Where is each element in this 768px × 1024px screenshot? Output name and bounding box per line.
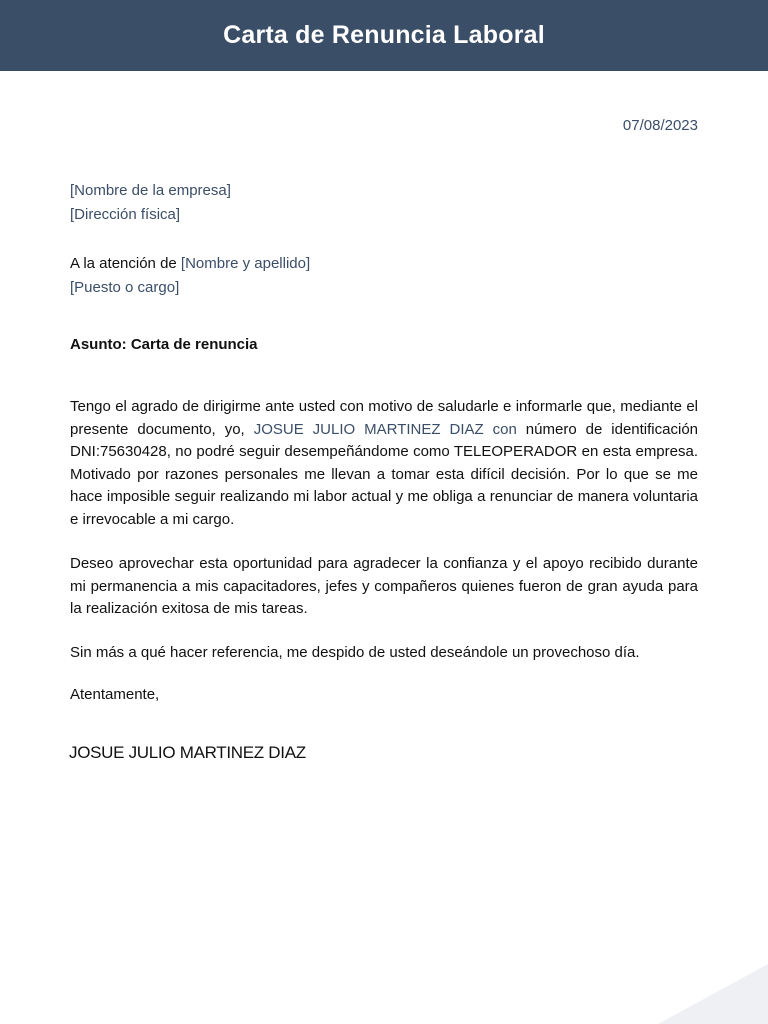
- body-paragraph-2: Deseo aprovechar esta oportunidad para agradecer la confianza y el apoyo recibido durante mi permanencia a mis capacitadores, jefes y compañeros quienes fueron de gran ayuda para la realización exitosa de mis tareas.: [70, 555, 698, 617]
- decorative-corner-shape: [618, 964, 768, 1024]
- recipient-company-block: [70, 179, 231, 227]
- position-placeholder: [Puesto o cargo]: [70, 279, 180, 296]
- corner-triangle: [658, 964, 768, 1024]
- body-paragraph-1: [70, 396, 698, 531]
- letter-date: 07/08/2023: [622, 117, 698, 134]
- address-placeholder: [Dirección física]: [70, 206, 181, 223]
- subject-line: Asunto: Carta de renuncia: [70, 336, 258, 353]
- document-title: Carta de Renuncia Laboral: [223, 21, 545, 49]
- sender-name-highlight: JOSUE JULIO MARTINEZ DIAZ con: [253, 420, 517, 438]
- attention-prefix: A la atención de: [70, 255, 181, 272]
- attention-line: [70, 252, 310, 276]
- company-name-placeholder: [Nombre de la empresa]: [70, 182, 231, 199]
- body-paragraph-3: Sin más a qué hacer referencia, me despido de usted deseándole un provechoso día.: [70, 644, 640, 661]
- signature-name: JOSUE JULIO MARTINEZ DIAZ: [69, 743, 306, 762]
- paragraph-1-intro: Tengo el agrado de dirigirme ante usted con motivo de saludarle e informarle que, mediante el presente documento, yo,: [70, 398, 698, 438]
- closing-salutation: Atentamente,: [70, 686, 160, 703]
- attention-name-placeholder: [Nombre y apellido]: [180, 255, 311, 272]
- header-bar: [0, 0, 768, 71]
- paragraph-1-rest: número de identificación DNI:75630428, no podré seguir desempeñándome como TELEOPERADOR en esta empresa. Motivado por razones personales me llevan a tomar esta difícil decisión. Por lo que se me hace imposible seguir realizando mi labor actual y me obliga a renunciar de manera voluntaria e irrevocable a mi cargo.: [70, 420, 698, 528]
- attention-block: [70, 252, 310, 300]
